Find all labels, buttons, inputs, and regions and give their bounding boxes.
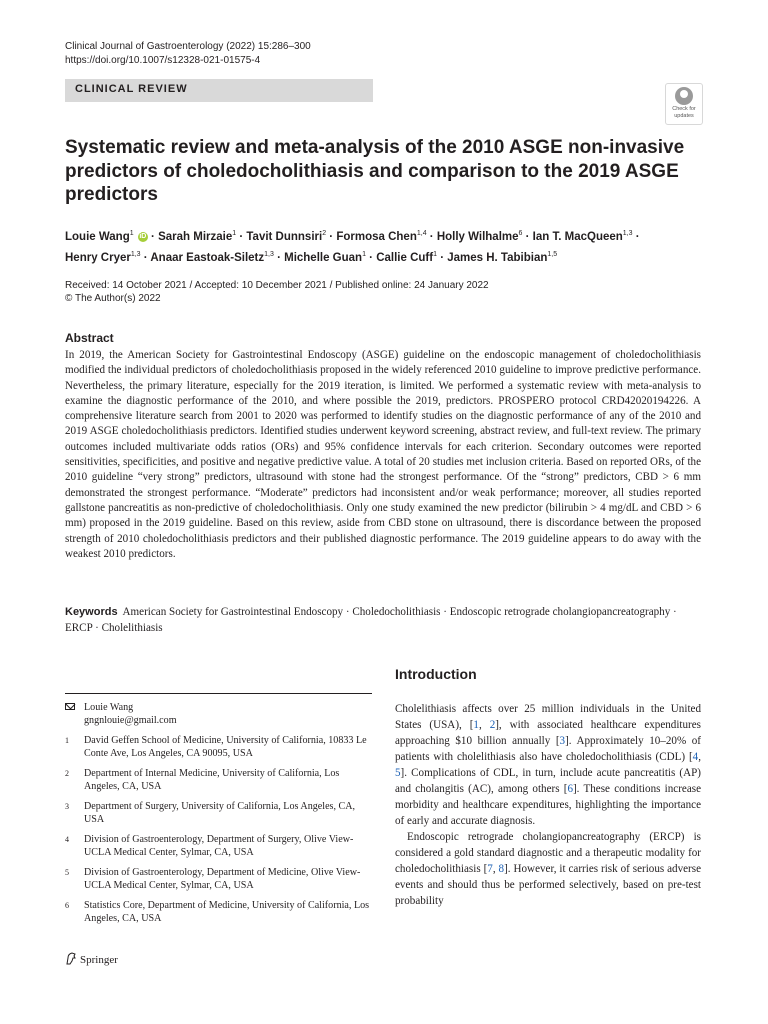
author-affiliation: 6	[518, 230, 523, 237]
article-title	[65, 136, 685, 207]
author-affiliation: 1	[433, 250, 437, 258]
affiliation-number: 2	[65, 769, 69, 778]
correspondence	[65, 701, 375, 727]
affiliation-text: Department of Internal Medicine, University of California, Los Angeles, CA, USA	[84, 768, 340, 792]
intro-paragraph: Cholelithiasis affects over 25 million individuals in the United States (USA), [1, 2], with associated healthcare expenditures approaching $10 billion annually [3]. Approximately 10–20% of patients with cholelithiasis also have choledocholithiasis (CDL) [4, 5]. Complications of CDL, in turn, include acute pancreatitis (AP) and cholangitis (AC), among others [6]. These conditions increase morbidity and healthcare expenditures, highlighting the importance of early and accurate diagnosis.	[395, 703, 701, 827]
affiliations	[65, 701, 375, 932]
author-affiliation: 1	[232, 230, 237, 237]
author-affiliation: 1,3	[130, 250, 141, 258]
affiliation-text: David Geffen School of Medicine, University of California, 10833 Le Conte Ave, Los Angeles, CA 90095, USA	[84, 735, 367, 759]
author-name: Tavit Dunnsiri	[246, 230, 323, 243]
affiliation-item	[65, 767, 375, 793]
title-line: predictors of choledocholithiasis and comparison to the 2019 ASGE	[65, 160, 679, 182]
orcid-icon[interactable]: iD	[139, 232, 147, 240]
check-for-updates-badge[interactable]	[665, 83, 703, 125]
author-affiliation: 1,3	[264, 250, 274, 258]
author-name: James H. Tabibian	[447, 251, 548, 264]
author-affiliation: 1	[362, 250, 366, 258]
title-line: Systematic review and meta-analysis of the 2010 ASGE non-invasive	[65, 137, 685, 158]
author-name: Louie Wang	[65, 230, 130, 243]
mail-icon	[65, 703, 75, 710]
citation-link[interactable]: 7	[487, 863, 493, 875]
keywords	[65, 604, 701, 636]
journal-citation: Clinical Journal of Gastroenterology (2022) 15:286–300	[65, 41, 311, 52]
copyright: © The Author(s) 2022	[65, 293, 161, 304]
author-name: Michelle Guan	[284, 251, 363, 264]
author[interactable]	[150, 252, 274, 264]
author[interactable]	[437, 231, 523, 243]
author-name: Holly Wilhalme	[436, 230, 519, 243]
affiliation-number: 6	[65, 901, 69, 910]
badge-line-2: updates	[674, 113, 694, 119]
affiliation-text: Division of Gastroenterology, Department of Medicine, Olive View-UCLA Medical Center, Sylmar, CA, USA	[84, 867, 361, 891]
introduction-text	[395, 701, 701, 909]
citation-link[interactable]: 5	[395, 767, 401, 779]
author-affiliation: 1,5	[547, 250, 558, 258]
author[interactable]	[447, 252, 557, 264]
author[interactable]	[284, 252, 366, 264]
affiliation-item	[65, 833, 375, 859]
publication-dates: Received: 14 October 2021 / Accepted: 10 December 2021 / Published online: 24 January 2022	[65, 280, 489, 291]
abstract-heading: Abstract	[65, 331, 114, 345]
correspondence-email[interactable]: gngnlouie@gmail.com	[84, 715, 177, 726]
affiliation-number: 4	[65, 835, 69, 844]
badge-line-1: Check for	[672, 106, 696, 112]
author-affiliation: 2	[322, 230, 327, 237]
author[interactable]	[65, 231, 148, 243]
affiliation-item	[65, 866, 375, 892]
affiliation-item	[65, 800, 375, 826]
author[interactable]	[246, 231, 326, 243]
doi-link[interactable]: https://doi.org/10.1007/s12328-021-01575-4	[65, 55, 261, 66]
author[interactable]	[336, 231, 426, 243]
affiliation-item	[65, 899, 375, 925]
citation-link[interactable]: 8	[498, 863, 505, 875]
affiliation-text: Division of Gastroenterology, Department of Surgery, Olive View-UCLA Medical Center, Sylmar, CA, USA	[84, 834, 354, 858]
footnote-divider	[65, 693, 372, 694]
affiliation-list	[65, 734, 375, 925]
citation-link[interactable]: 1	[473, 719, 479, 731]
author-name: Formosa Chen	[336, 230, 417, 243]
publisher-name: Springer	[80, 954, 118, 966]
citation-link[interactable]: 2	[489, 719, 496, 731]
affiliation-text: Department of Surgery, University of California, Los Angeles, CA, USA	[84, 801, 356, 825]
affiliation-item	[65, 734, 375, 760]
title-line: predictors	[65, 184, 158, 205]
citation-link[interactable]: 3	[559, 735, 566, 747]
author[interactable]	[158, 231, 236, 243]
author[interactable]	[376, 252, 437, 264]
affiliation-text: Statistics Core, Department of Medicine, University of California, Los Angeles, CA, USA	[84, 900, 370, 924]
introduction-heading: Introduction	[395, 666, 477, 682]
affiliation-number: 1	[65, 736, 69, 745]
affiliation-number: 5	[65, 868, 69, 877]
update-icon	[675, 87, 693, 105]
citation-link[interactable]: 4	[692, 751, 699, 763]
author-affiliation: 1,4	[416, 230, 427, 237]
intro-paragraph: Endoscopic retrograde cholangiopancreatography (ERCP) is considered a gold standard diagnostic and a therapeutic modality for choledocholithiasis [7, 8]. However, it carries risk of serious adverse events and should thus be performed selectively, based on pre-test probability	[395, 831, 701, 907]
section-banner	[65, 79, 373, 102]
author-name: Sarah Mirzaie	[158, 230, 233, 243]
keywords-text: American Society for Gastrointestinal Endoscopy · Choledocholithiasis · Endoscopic retrograde cholangiopancreatography · ERCP · Cholelithiasis	[65, 606, 677, 634]
author-affiliation: 1,3	[622, 230, 633, 237]
correspondence-name: Louie Wang	[84, 702, 134, 713]
section-label: CLINICAL REVIEW	[75, 83, 188, 95]
springer-horse-icon	[65, 952, 77, 965]
author-name: Anaar Eastoak-Siletz	[150, 251, 265, 264]
author[interactable]	[65, 252, 141, 264]
author-name: Henry Cryer	[65, 251, 131, 264]
citation-link[interactable]: 6	[567, 783, 573, 795]
abstract-text: In 2019, the American Society for Gastrointestinal Endoscopy (ASGE) guideline on the endoscopic management of choledocholithiasis modified the individual predictors of choledocholithiasis proposed in the widely referenced 2010 guideline to improve predictive performance. Nevertheless, the primary literature, especially for the 2019 iteration, is limited. We performed a systematic review with meta-analysis to examine the diagnostic performance of the 2010, and where possible the 2019, predictors. PROSPERO protocol CRD42020194226. A comprehensive literature search from 2001 to 2020 was performed to identify studies on the diagnostic performance of any of the 2010 and 2019 ASGE choledocholithiasis predictors. Identified studies underwent keyword screening, abstract review, and full-text review. The primary outcomes included multivariate odds ratios (ORs) and 95% confidence intervals for each criterion. Secondary outcomes were reported sensitivities, specificities, and positive and negative predictive value. A total of 20 studies met inclusion criteria. Based on reported ORs, of the 2010 guideline “very strong” predictors, ultrasound with stone had the strongest performance. Of the “strong” predictors, CBD > 6 mm demonstrated the strongest performance. “Moderate” predictors had inconsistent and/or weak performance; moreover, all studies reported gallstone pancreatitis as non-predictive of choledocholithiasis. Only one study examined the new predictor (bilirubin > 4 mg/dL and CBD > 6 mm) proposed in the 2019 guideline. Based on this review, aside from CBD stone on ultrasound, there is discordance between the proposed strength of 2010 choledocholithiasis predictors and their published diagnostic performance. The 2019 guideline appears to do away with the weakest 2010 predictors.	[65, 349, 701, 560]
author-list: Louie Wang$^1$ iD · Sarah Mirzaie$^1$ · Tavit Dunnsiri$^2$ · Formosa Chen$^{1,4}$ · Holly Wilhalme$^6$ · Ian T. MacQueen$^{1,3}$ · Henry Cryer$^{1,3}$ · Anaar Eastoak-Siletz$^{1,3}$ · Michelle Guan$^1$ · Callie Cuff$^1$ · James H. Tabibian$^{1,5}$	[65, 230, 640, 264]
publisher-footer	[65, 952, 118, 966]
author[interactable]	[533, 231, 633, 243]
keywords-label: Keywords	[65, 606, 118, 618]
author-name: Ian T. MacQueen	[532, 230, 623, 243]
author-affiliation: 1	[129, 230, 134, 237]
author-name: Callie Cuff	[376, 251, 434, 264]
affiliation-number: 3	[65, 802, 69, 811]
